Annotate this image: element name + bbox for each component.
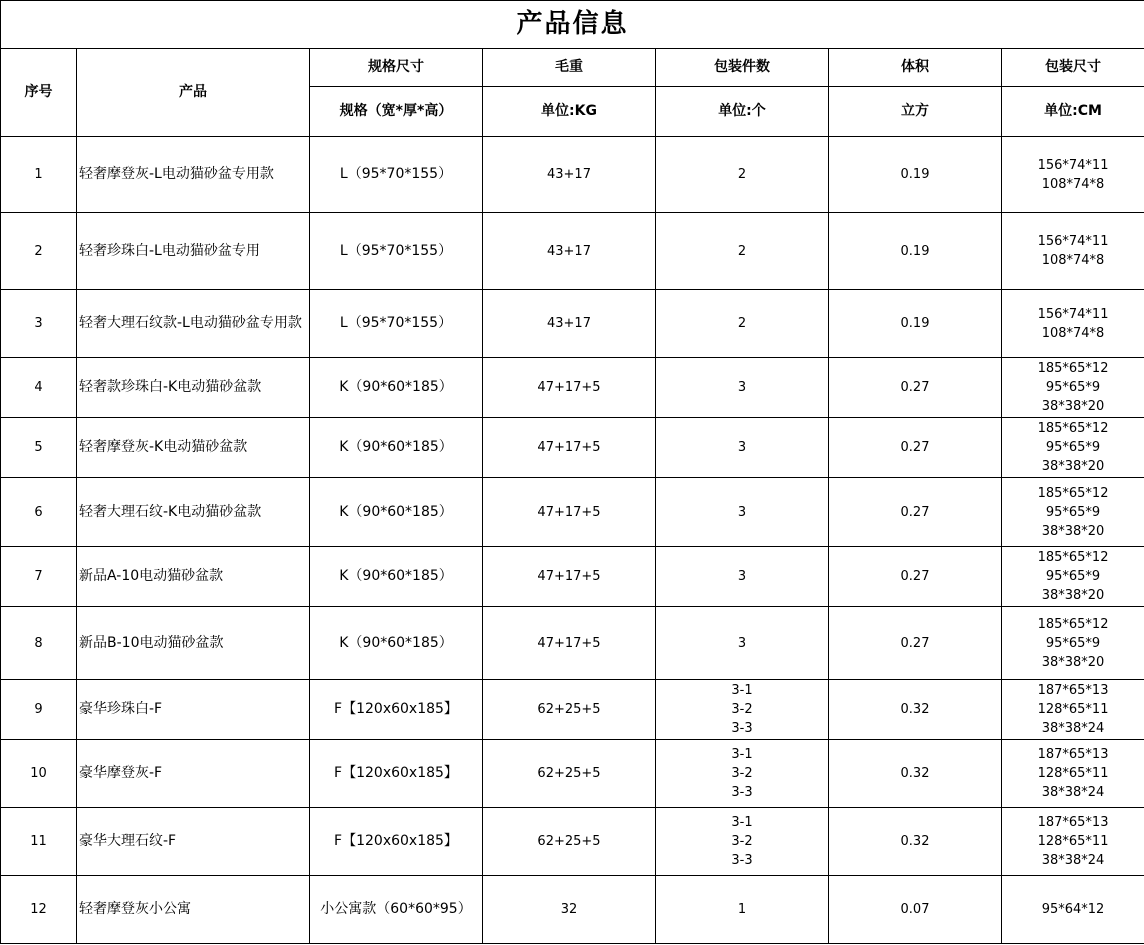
volume: 0.07 <box>829 876 1002 944</box>
header-spec: 规格尺寸 <box>310 49 483 87</box>
table-row <box>1 607 1144 680</box>
row-index: 3 <box>1 290 77 358</box>
product-name: 轻奢款珍珠白-K电动猫砂盆款 <box>77 358 310 418</box>
package-size-line: 185*65*12 <box>1037 485 1109 501</box>
package-size-line: 38*38*20 <box>1041 399 1105 414</box>
package-size-line: 38*38*24 <box>1041 853 1105 868</box>
package-size-line: 128*65*11 <box>1037 766 1109 781</box>
table-row <box>1 418 1144 478</box>
header-volume: 体积 <box>829 49 1002 87</box>
package-count <box>656 418 829 478</box>
gross-weight: 43+17 <box>483 137 656 213</box>
package-count <box>656 547 829 607</box>
package-count <box>656 740 829 808</box>
package-size <box>1002 547 1144 607</box>
row-index: 11 <box>1 808 77 876</box>
gross-weight: 47+17+5 <box>483 358 656 418</box>
package-size-line: 108*74*8 <box>1041 253 1105 268</box>
subheader-volume: 立方 <box>829 87 1002 137</box>
product-name: 新品B-10电动猫砂盆款 <box>77 607 310 680</box>
spec-size: 小公寓款（60*60*95） <box>310 876 483 944</box>
package-size-line: 185*65*12 <box>1037 421 1109 436</box>
package-size-line: 38*38*20 <box>1041 588 1105 603</box>
title-row <box>1 1 1144 49</box>
package-size-line: 187*65*13 <box>1037 815 1109 830</box>
product-name: 轻奢大理石纹款-L电动猫砂盆专用款 <box>77 290 310 358</box>
package-count-line: 3-3 <box>731 785 753 800</box>
gross-weight: 62+25+5 <box>483 808 656 876</box>
package-count-line: 3 <box>737 440 747 455</box>
volume: 0.32 <box>829 680 1002 740</box>
volume: 0.19 <box>829 137 1002 213</box>
package-count-line: 2 <box>737 243 747 259</box>
product-name: 轻奢大理石纹-K电动猫砂盆款 <box>77 478 310 547</box>
table-row <box>1 478 1144 547</box>
package-count <box>656 680 829 740</box>
package-count <box>656 876 829 944</box>
gross-weight: 62+25+5 <box>483 740 656 808</box>
volume: 0.27 <box>829 358 1002 418</box>
package-size <box>1002 680 1144 740</box>
package-count-line: 3 <box>737 504 747 520</box>
spec-size: K（90*60*185） <box>310 547 483 607</box>
header-package-count: 包装件数 <box>656 49 829 87</box>
spec-size: K（90*60*185） <box>310 607 483 680</box>
product-name: 豪华大理石纹-F <box>77 808 310 876</box>
package-size-line: 156*74*11 <box>1037 157 1109 173</box>
volume: 0.32 <box>829 808 1002 876</box>
package-size-line: 38*38*20 <box>1041 523 1105 539</box>
package-count <box>656 137 829 213</box>
package-count <box>656 213 829 290</box>
header-row <box>1 49 1144 87</box>
spec-size: K（90*60*185） <box>310 418 483 478</box>
package-size <box>1002 607 1144 680</box>
package-size-line: 95*65*9 <box>1045 380 1101 395</box>
gross-weight: 47+17+5 <box>483 607 656 680</box>
product-name: 轻奢摩登灰小公寓 <box>77 876 310 944</box>
package-size <box>1002 808 1144 876</box>
row-index: 10 <box>1 740 77 808</box>
package-size-line: 156*74*11 <box>1037 234 1109 249</box>
package-count <box>656 808 829 876</box>
package-size <box>1002 137 1144 213</box>
product-name: 豪华珍珠白-F <box>77 680 310 740</box>
package-count <box>656 358 829 418</box>
subheader-spec: 规格（宽*厚*高） <box>310 87 483 137</box>
package-size-line: 156*74*11 <box>1037 306 1109 322</box>
gross-weight: 47+17+5 <box>483 478 656 547</box>
table-row <box>1 808 1144 876</box>
gross-weight: 43+17 <box>483 290 656 358</box>
table-row <box>1 876 1144 944</box>
gross-weight: 32 <box>483 876 656 944</box>
table-row <box>1 137 1144 213</box>
package-size-line: 95*64*12 <box>1041 902 1105 917</box>
package-count-line: 3-1 <box>731 747 753 762</box>
package-size-line: 38*38*20 <box>1041 654 1105 670</box>
product-name: 轻奢珍珠白-L电动猫砂盆专用 <box>77 213 310 290</box>
package-size-line: 95*65*9 <box>1045 569 1101 584</box>
table-row <box>1 213 1144 290</box>
product-name: 新品A-10电动猫砂盆款 <box>77 547 310 607</box>
volume: 0.27 <box>829 607 1002 680</box>
gross-weight: 47+17+5 <box>483 418 656 478</box>
package-size-line: 187*65*13 <box>1037 683 1109 698</box>
package-size-line: 38*38*20 <box>1041 459 1105 474</box>
table-row <box>1 547 1144 607</box>
package-size-line: 187*65*13 <box>1037 747 1109 762</box>
row-index: 8 <box>1 607 77 680</box>
package-count-line: 3 <box>737 569 747 584</box>
spec-size: F【120x60x185】 <box>310 808 483 876</box>
package-count-line: 3-2 <box>731 702 753 717</box>
package-size-line: 38*38*24 <box>1041 721 1105 736</box>
subheader-gross-weight: 单位:KG <box>483 87 656 137</box>
row-index: 2 <box>1 213 77 290</box>
package-size-line: 128*65*11 <box>1037 834 1109 849</box>
package-size-line: 38*38*24 <box>1041 785 1105 800</box>
package-count-line: 3 <box>737 635 747 651</box>
package-size <box>1002 358 1144 418</box>
package-size-line: 185*65*12 <box>1037 361 1109 376</box>
row-index: 9 <box>1 680 77 740</box>
gross-weight: 62+25+5 <box>483 680 656 740</box>
package-size-line: 185*65*12 <box>1037 616 1109 632</box>
volume: 0.27 <box>829 478 1002 547</box>
table-row <box>1 358 1144 418</box>
row-index: 7 <box>1 547 77 607</box>
product-name: 豪华摩登灰-F <box>77 740 310 808</box>
package-count-line: 1 <box>737 902 747 917</box>
package-count-line: 3-1 <box>731 683 753 698</box>
spec-size: K（90*60*185） <box>310 358 483 418</box>
package-size-line: 108*74*8 <box>1041 176 1105 192</box>
package-size-line: 95*65*9 <box>1045 635 1101 651</box>
gross-weight: 43+17 <box>483 213 656 290</box>
spec-size: F【120x60x185】 <box>310 740 483 808</box>
volume: 0.32 <box>829 740 1002 808</box>
subheader-package-count: 单位:个 <box>656 87 829 137</box>
package-size-line: 108*74*8 <box>1041 325 1105 341</box>
package-count-line: 3-2 <box>731 766 753 781</box>
package-count-line: 3-1 <box>731 815 753 830</box>
package-size <box>1002 418 1144 478</box>
package-count-line: 2 <box>737 316 747 331</box>
package-count <box>656 478 829 547</box>
package-count-line: 3-3 <box>731 721 753 736</box>
package-size <box>1002 740 1144 808</box>
header-product: 产品 <box>77 49 310 137</box>
subheader-package-size: 单位:CM <box>1002 87 1144 137</box>
package-count-line: 2 <box>737 167 747 182</box>
product-name: 轻奢摩登灰-L电动猫砂盆专用款 <box>77 137 310 213</box>
package-size-line: 95*65*9 <box>1045 440 1101 455</box>
table-row <box>1 290 1144 358</box>
row-index: 1 <box>1 137 77 213</box>
package-size <box>1002 213 1144 290</box>
volume: 0.27 <box>829 547 1002 607</box>
row-index: 6 <box>1 478 77 547</box>
package-count-line: 3-3 <box>731 853 753 868</box>
header-index: 序号 <box>1 49 77 137</box>
package-size-line: 95*65*9 <box>1045 504 1101 520</box>
table-row <box>1 740 1144 808</box>
spec-size: K（90*60*185） <box>310 478 483 547</box>
volume: 0.27 <box>829 418 1002 478</box>
sheet-title: 产品信息 <box>1 1 1144 49</box>
package-size <box>1002 876 1144 944</box>
row-index: 12 <box>1 876 77 944</box>
package-size-line: 128*65*11 <box>1037 702 1109 717</box>
package-count <box>656 290 829 358</box>
gross-weight: 47+17+5 <box>483 547 656 607</box>
spec-size: F【120x60x185】 <box>310 680 483 740</box>
header-package-size: 包装尺寸 <box>1002 49 1144 87</box>
spec-size: L（95*70*155） <box>310 137 483 213</box>
row-index: 4 <box>1 358 77 418</box>
table-row <box>1 680 1144 740</box>
spec-size: L（95*70*155） <box>310 290 483 358</box>
package-count-line: 3 <box>737 380 747 395</box>
spec-size: L（95*70*155） <box>310 213 483 290</box>
package-count-line: 3-2 <box>731 834 753 849</box>
package-count <box>656 607 829 680</box>
package-size <box>1002 290 1144 358</box>
header-gross-weight: 毛重 <box>483 49 656 87</box>
row-index: 5 <box>1 418 77 478</box>
product-name: 轻奢摩登灰-K电动猫砂盆款 <box>77 418 310 478</box>
package-size <box>1002 478 1144 547</box>
volume: 0.19 <box>829 213 1002 290</box>
package-size-line: 185*65*12 <box>1037 550 1109 565</box>
volume: 0.19 <box>829 290 1002 358</box>
